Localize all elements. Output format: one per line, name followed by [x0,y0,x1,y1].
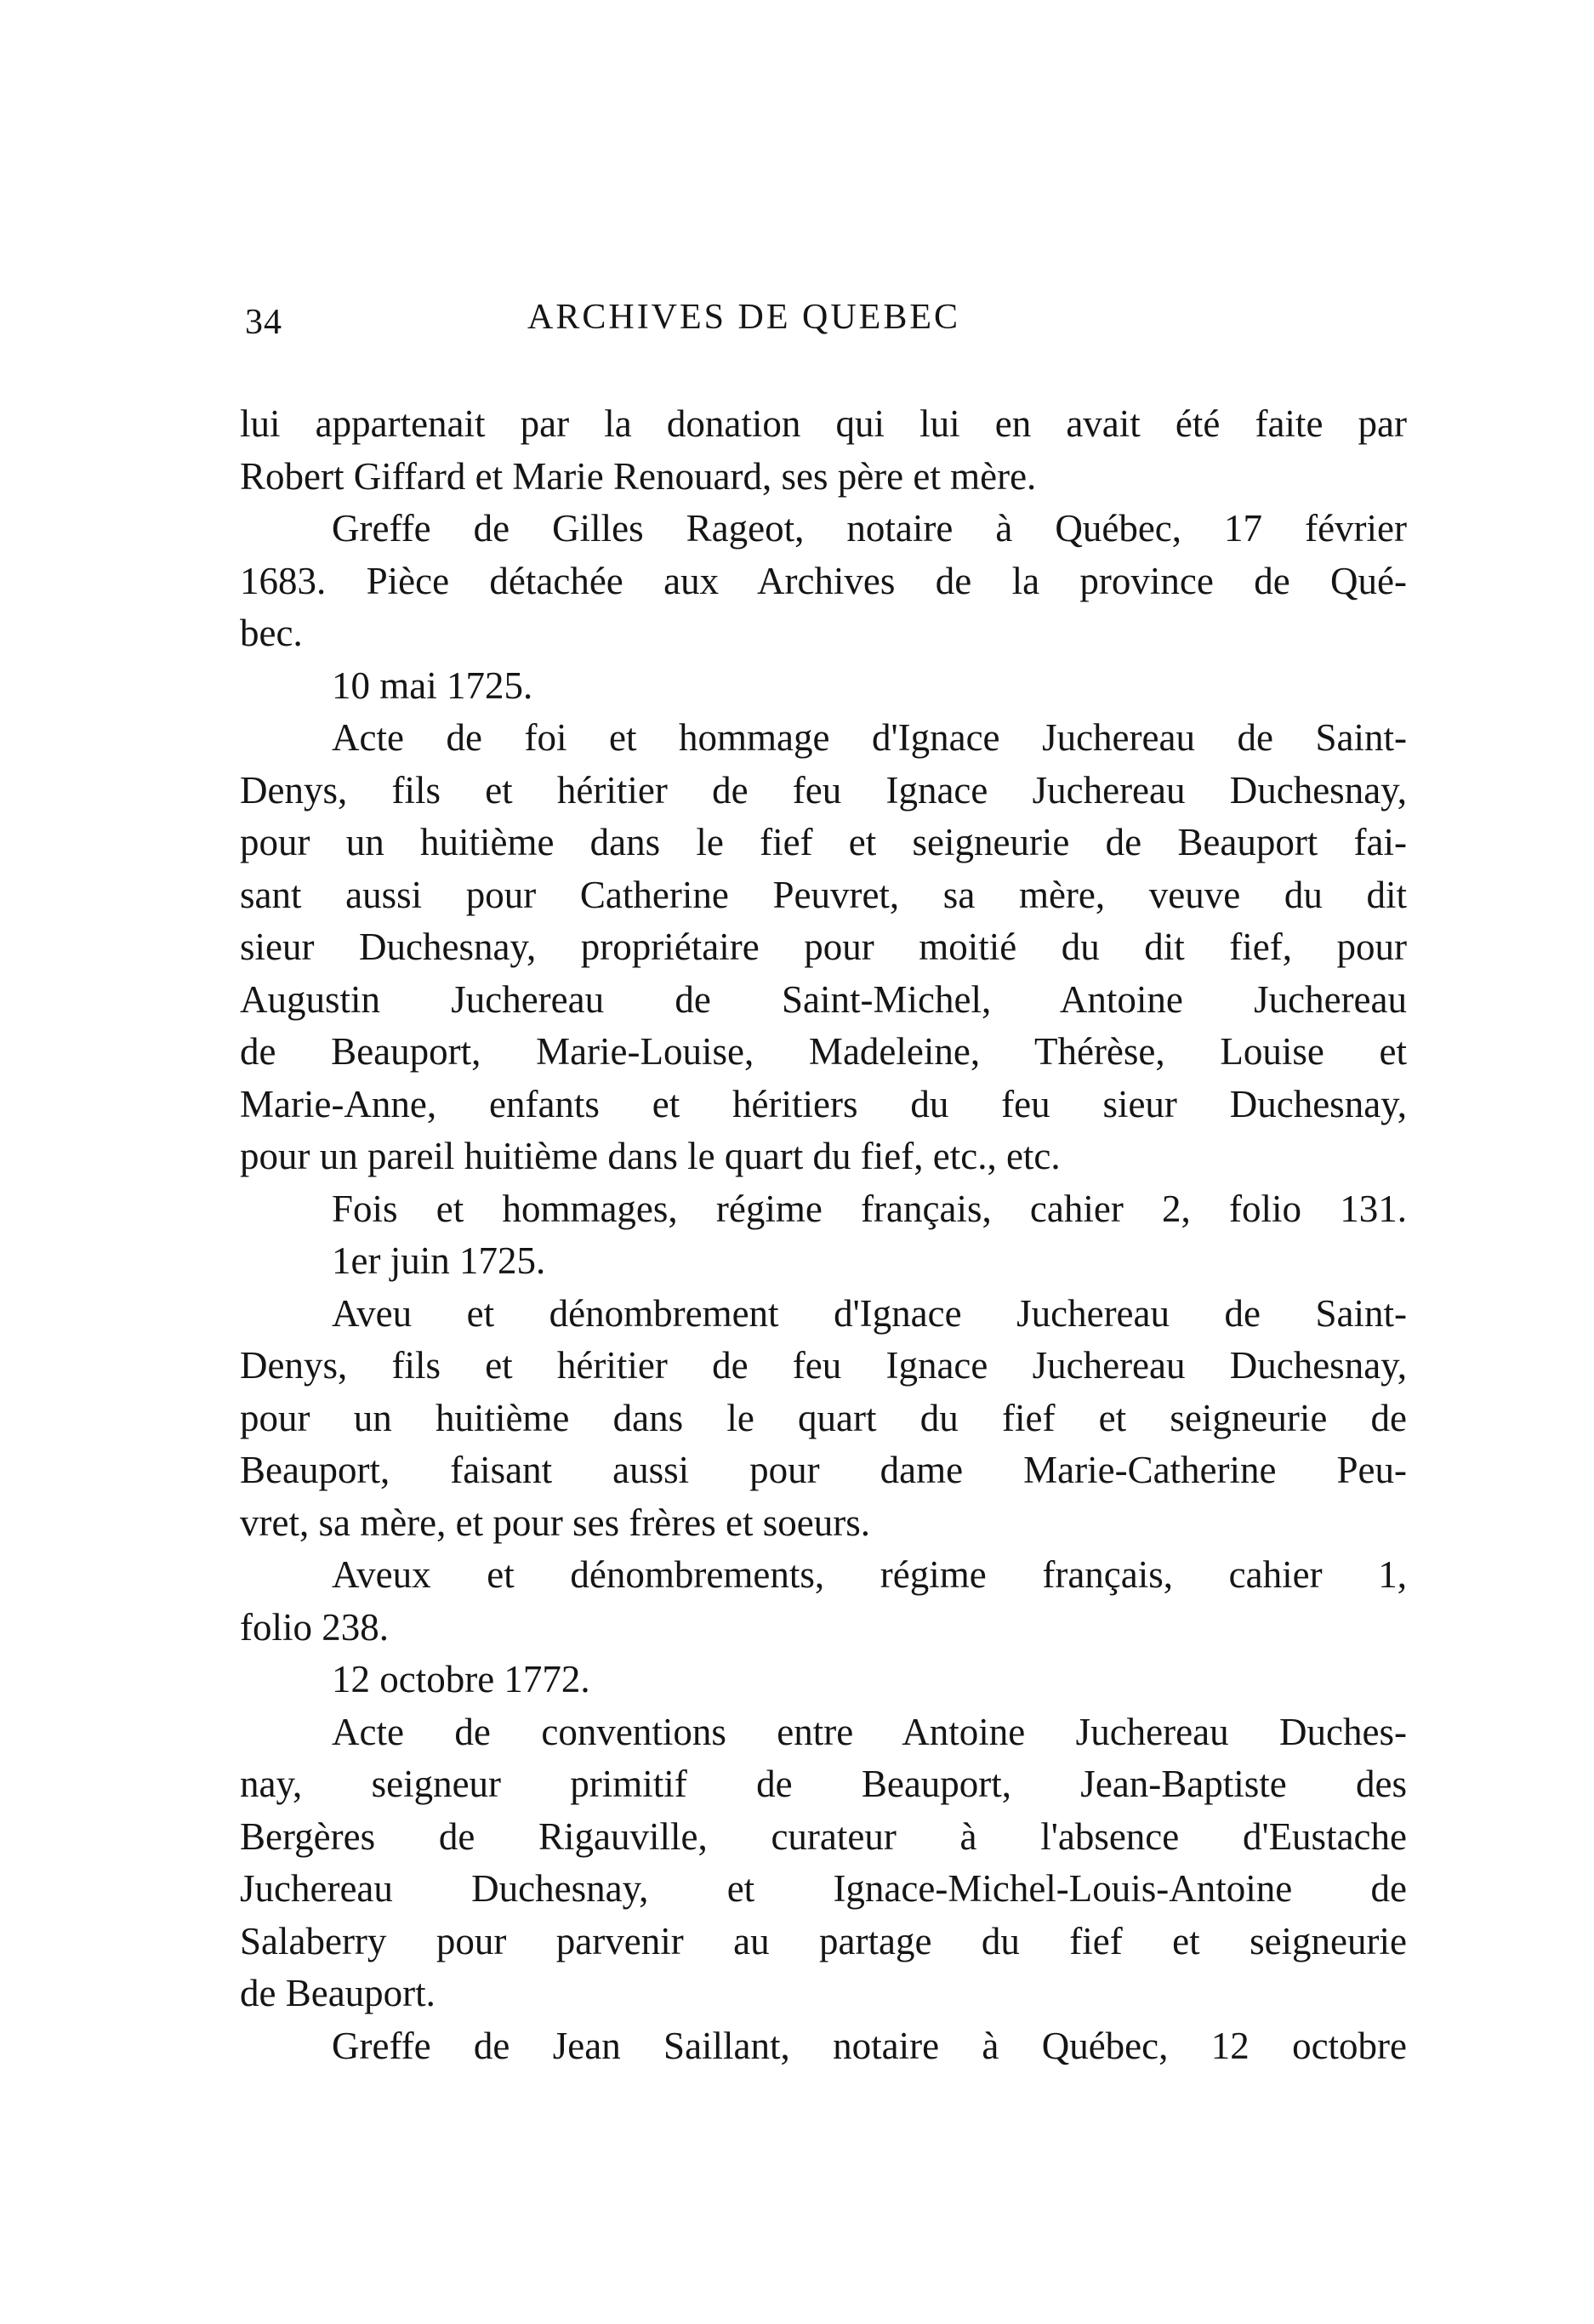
text-line: de Beauport. [240,1972,436,2014]
text-line: Augustin Juchereau de Saint-Michel, Antoine Juchereau [240,977,1407,1021]
text-line: 10 mai 1725. [332,664,533,707]
text-line: Beauport, faisant aussi pour dame Marie-Catherine Peu- [240,1449,1407,1491]
text-line: Fois et hommages, régime français, cahier 2, folio 131. [332,1187,1407,1230]
text-line: Robert Giffard et Marie Renouard, ses père et mère. [240,454,1037,498]
text-line: nay, seigneur primitif de Beauport, Jean-Baptiste des [240,1763,1407,1805]
text-line: Acte de foi et hommage d'Ignace Juchereau de Saint- [332,716,1407,759]
text-line: Salaberry pour parvenir au partage du fief et seigneurie [240,1919,1407,1962]
text-line: de Beauport, Marie-Louise, Madeleine, Thérèse, Louise et [240,1030,1407,1073]
page-number: 34 [245,303,282,342]
text-line: vret, sa mère, et pour ses frères et soeurs. [240,1501,870,1544]
text-line: 1683. Pièce détachée aux Archives de la province de Qué- [240,559,1407,602]
text-line: Bergères de Rigauville, curateur à l'absence d'Eustache [240,1814,1407,1858]
text-line: Juchereau Duchesnay, et Ignace-Michel-Louis-Antoine de [240,1867,1407,1910]
text-line: pour un pareil huitième dans le quart du fief, etc., etc. [240,1135,1061,1177]
text-line: Denys, fils et héritier de feu Ignace Juchereau Duchesnay, [240,768,1407,812]
text-line: Greffe de Jean Saillant, notaire à Québec, 12 octobre [332,2024,1407,2067]
text-line: 1er juin 1725. [332,1239,546,1282]
text-line: pour un huitième dans le fief et seigneurie de Beauport fai- [240,821,1407,863]
text-line: 12 octobre 1772. [332,1658,590,1700]
text-line: Aveux et dénombrements, régime français, cahier 1, [332,1553,1407,1596]
text-line: lui appartenait par la donation qui lui en avait été faite par [240,402,1407,445]
body-text [240,398,1407,2072]
text-line: folio 238. [240,1605,389,1649]
text-line: Acte de conventions entre Antoine Juchereau Duches- [332,1710,1407,1753]
text-line: Aveu et dénombrement d'Ignace Juchereau de Saint- [332,1291,1407,1335]
text-line: sieur Duchesnay, propriétaire pour moitié du dit fief, pour [240,926,1407,968]
text-line: Greffe de Gilles Rageot, notaire à Québec, 17 février [332,507,1407,550]
running-title: ARCHIVES DE QUEBEC [527,298,961,337]
text-line: bec. [240,612,303,654]
text-line: pour un huitième dans le quart du fief et seigneurie de [240,1396,1407,1439]
text-line: sant aussi pour Catherine Peuvret, sa mère, veuve du dit [240,873,1407,916]
text-line: Marie-Anne, enfants et héritiers du feu sieur Duchesnay, [240,1082,1407,1125]
text-line: Denys, fils et héritier de feu Ignace Juchereau Duchesnay, [240,1344,1407,1387]
page-header [238,298,1386,362]
